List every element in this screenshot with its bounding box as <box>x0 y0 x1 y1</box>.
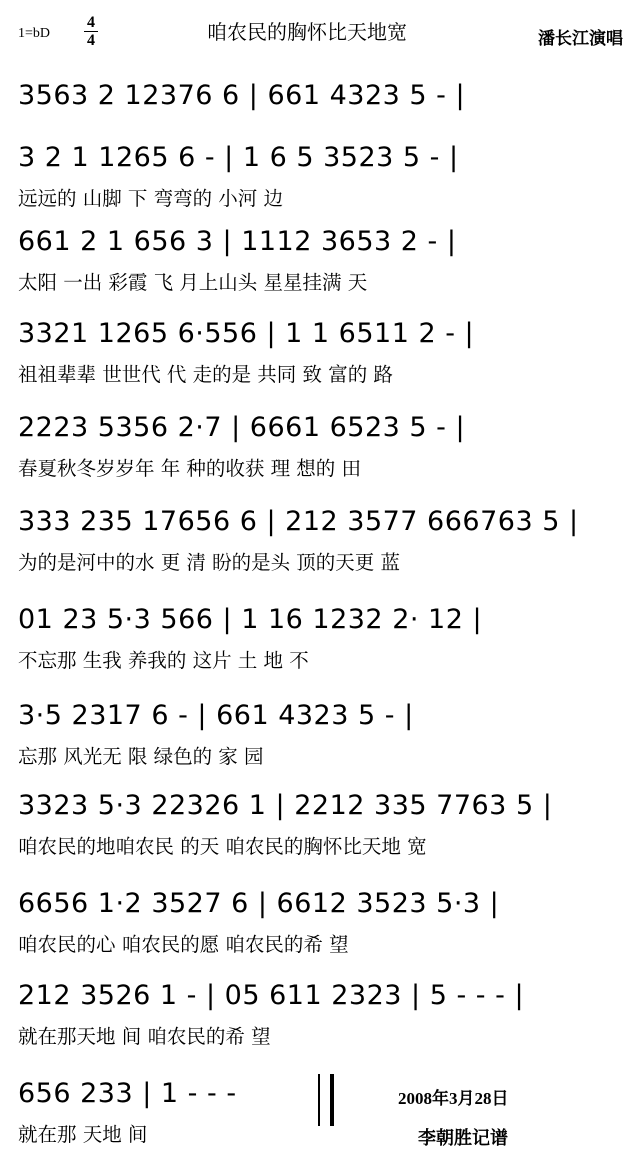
notation-line: 661 2 1 656 3 | 1112 3653 2 - | <box>18 226 457 257</box>
score-header <box>0 10 643 60</box>
lyric-line: 春夏秋冬岁岁年 年 种的收获 理 想的 田 <box>18 457 361 480</box>
score-line-7 <box>18 596 628 678</box>
lyric-line: 咱农民的心 咱农民的愿 咱农民的希 望 <box>18 933 349 956</box>
transcriber-credit: 李朝胜记谱 <box>418 1128 508 1149</box>
score-line-12 <box>18 1070 318 1152</box>
notation-line: 01 23 5·3 566 | 1 16 1232 2· 12 | <box>18 604 483 635</box>
notation-line: 3·5 2317 6 - | 661 4323 5 - | <box>18 700 414 731</box>
lyric-line: 远远的 山脚 下 弯弯的 小河 边 <box>18 187 283 210</box>
notation-line: 3323 5·3 22326 1 | 2212 335 7763 5 | <box>18 790 553 821</box>
notation-line: 212 3526 1 - | 05 611 2323 | 5 - - - | <box>18 980 525 1011</box>
score-line-8 <box>18 692 628 774</box>
time-signature-top: 4 <box>87 14 95 31</box>
key-signature: 1=bD <box>18 26 51 41</box>
song-title: 咱农民的胸怀比天地宽 <box>207 20 407 44</box>
lyric-line: 为的是河中的水 更 清 盼的是头 顶的天更 蓝 <box>18 551 400 574</box>
score-line-9 <box>18 782 628 864</box>
notation-line: 656 233 | 1 - - - <box>18 1078 237 1109</box>
time-signature <box>82 14 100 49</box>
time-signature-bottom: 4 <box>87 32 95 49</box>
score-line-5 <box>18 404 628 486</box>
singer-credit: 潘长江演唱 <box>538 29 623 49</box>
lyric-line: 祖祖辈辈 世世代 代 走的是 共同 致 富的 路 <box>18 363 393 386</box>
final-barline <box>318 1074 334 1126</box>
notation-line: 333 235 17656 6 | 212 3577 666763 5 | <box>18 506 579 537</box>
transcription-date: 2008年3月28日 <box>398 1089 509 1108</box>
score-line-4 <box>18 310 628 392</box>
score-line-1 <box>18 72 628 120</box>
lyric-line: 咱农民的地咱农民 的天 咱农民的胸怀比天地 宽 <box>18 835 427 858</box>
lyric-line: 就在那天地 间 咱农民的希 望 <box>18 1025 271 1048</box>
score-line-6 <box>18 498 628 580</box>
lyric-line: 就在那 天地 间 <box>18 1123 148 1146</box>
lyric-line: 忘那 风光无 限 绿色的 家 园 <box>18 745 264 768</box>
notation-line: 3563 2 12376 6 | 661 4323 5 - | <box>18 80 466 111</box>
notation-line: 3 2 1 1265 6 - | 1 6 5 3523 5 - | <box>18 142 459 173</box>
score-line-11 <box>18 972 628 1054</box>
score-line-3 <box>18 218 628 300</box>
notation-line: 3321 1265 6·556 | 1 1 6511 2 - | <box>18 318 475 349</box>
score-line-2 <box>18 134 628 216</box>
score-line-10 <box>18 880 628 962</box>
notation-line: 6656 1·2 3527 6 | 6612 3523 5·3 | <box>18 888 500 919</box>
notation-line: 2223 5356 2·7 | 6661 6523 5 - | <box>18 412 466 443</box>
lyric-line: 太阳 一出 彩霞 飞 月上山头 星星挂满 天 <box>18 271 368 294</box>
lyric-line: 不忘那 生我 养我的 这片 土 地 不 <box>18 649 309 672</box>
